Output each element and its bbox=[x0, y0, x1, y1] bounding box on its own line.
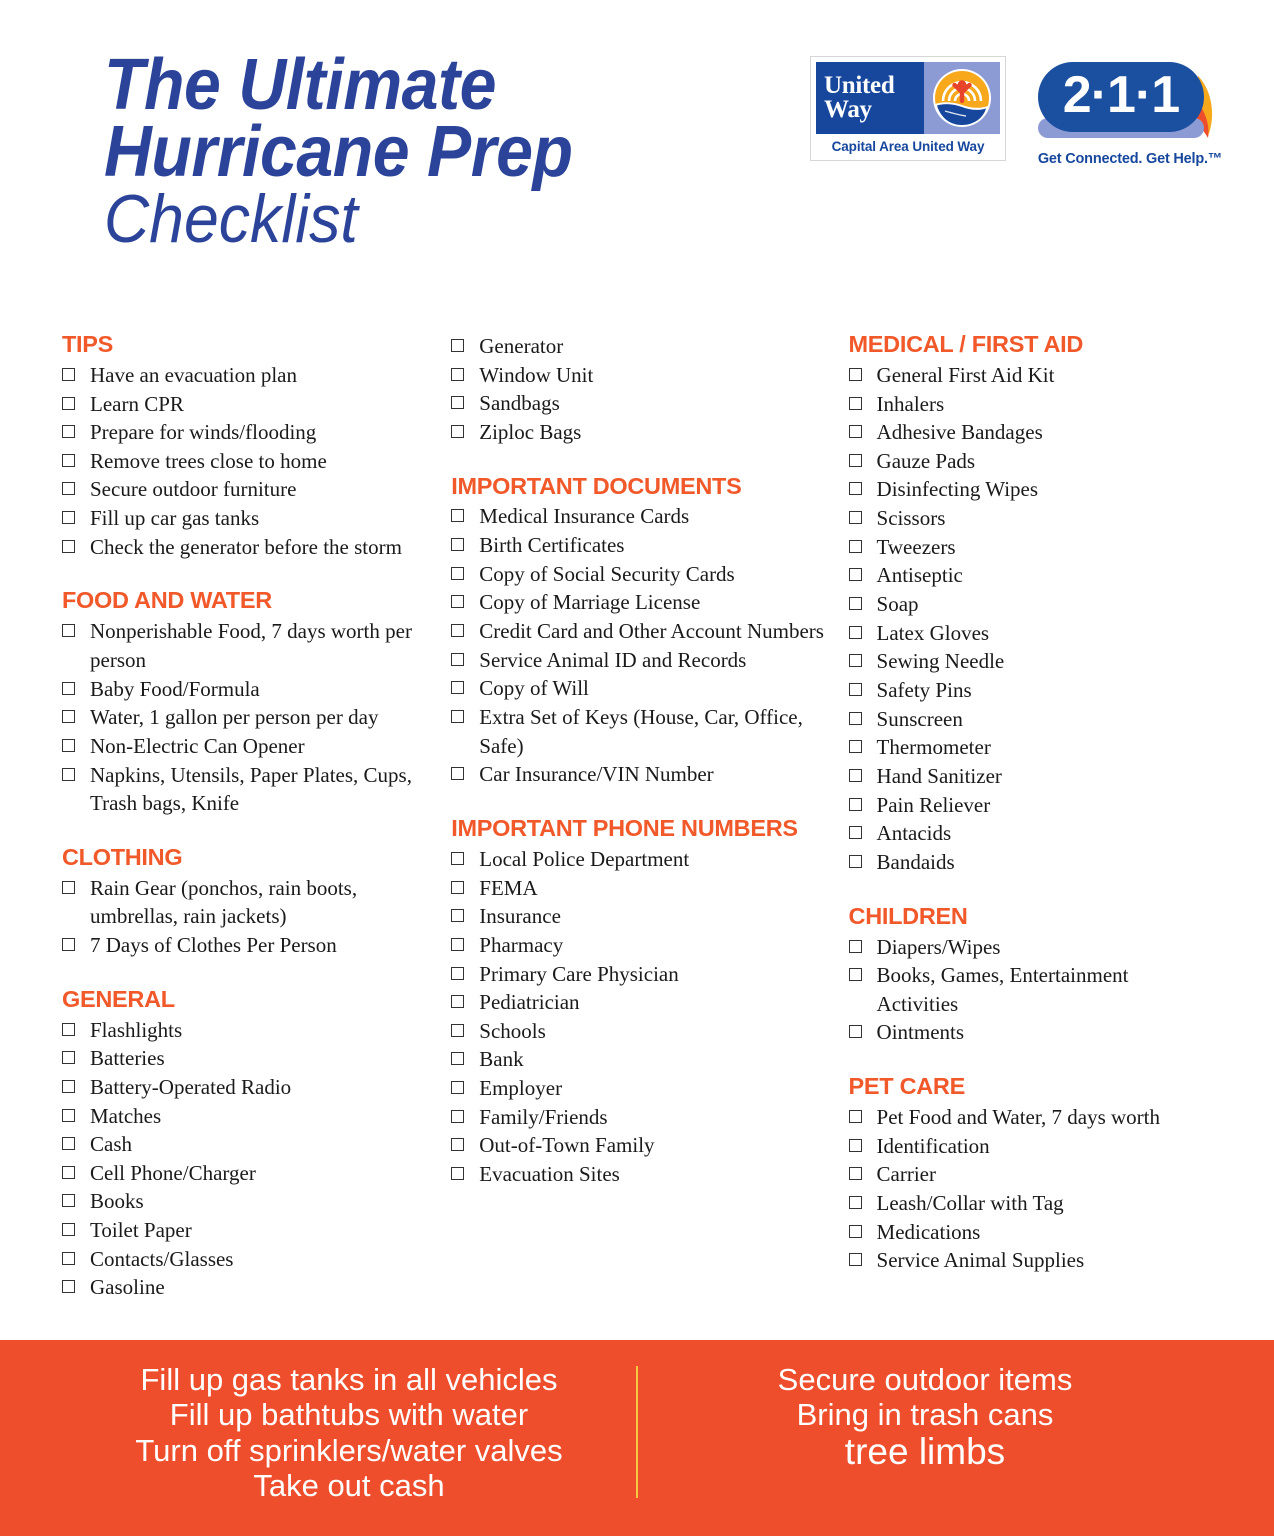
checklist-item[interactable] bbox=[849, 504, 1214, 533]
footer-line: Fill up gas tanks in all vehicles bbox=[140, 1362, 558, 1397]
checklist-item-label: Bank bbox=[479, 1047, 524, 1072]
checkbox-icon[interactable] bbox=[62, 1109, 75, 1122]
checkbox-icon[interactable] bbox=[62, 482, 75, 495]
checkbox-icon[interactable] bbox=[62, 540, 75, 553]
checkbox-icon[interactable] bbox=[849, 1253, 862, 1266]
checkbox-icon[interactable] bbox=[849, 626, 862, 639]
checklist-item-list bbox=[62, 1016, 435, 1303]
two-one-one-logo bbox=[1030, 56, 1230, 167]
checklist-item[interactable] bbox=[849, 762, 1214, 791]
checklist-item-label: Copy of Marriage License bbox=[479, 590, 701, 615]
checkbox-icon[interactable] bbox=[451, 710, 464, 723]
title-line-1: The Ultimate bbox=[104, 45, 496, 125]
checklist-item[interactable] bbox=[62, 361, 435, 390]
checklist-item[interactable] bbox=[62, 732, 435, 761]
checklist-item-label: Inhalers bbox=[876, 391, 945, 416]
checklist-item-label: Batteries bbox=[90, 1046, 165, 1071]
checklist-column-1 bbox=[62, 332, 451, 1329]
checkbox-icon[interactable] bbox=[451, 938, 464, 951]
checklist-item[interactable] bbox=[849, 933, 1214, 962]
checkbox-icon[interactable] bbox=[849, 1025, 862, 1038]
checklist-item-label: Copy of Social Security Cards bbox=[479, 561, 735, 586]
checklist-item-list bbox=[62, 361, 435, 562]
united-way-caption: Capital Area United Way bbox=[831, 139, 985, 154]
checklist-item-label: Leash/Collar with Tag bbox=[876, 1190, 1064, 1215]
footer-left-column bbox=[76, 1362, 636, 1503]
united-way-emblem-panel bbox=[924, 62, 1000, 134]
checkbox-icon[interactable] bbox=[451, 852, 464, 865]
logo-group bbox=[810, 56, 1230, 167]
checklist-item-label: Sewing Needle bbox=[876, 649, 1005, 674]
checklist-item[interactable] bbox=[62, 418, 435, 447]
united-way-logo-mark bbox=[816, 62, 1000, 134]
checklist-item-list bbox=[849, 1103, 1214, 1275]
checklist-item[interactable] bbox=[849, 418, 1214, 447]
checklist-item-label: Extra Set of Keys (House, Car, Office, Safe) bbox=[479, 705, 803, 758]
checklist-item-label: Napkins, Utensils, Paper Plates, Cups, Trash bags, Knife bbox=[90, 762, 412, 816]
checklist-item-label: Pediatrician bbox=[479, 990, 580, 1015]
checklist-item-label: Employer bbox=[479, 1076, 563, 1101]
checklist-item[interactable] bbox=[451, 502, 824, 531]
checkbox-icon[interactable] bbox=[849, 597, 862, 610]
checklist-item-label: Cash bbox=[90, 1132, 132, 1157]
checklist-item[interactable] bbox=[62, 1187, 435, 1216]
checklist-item-label: Remove trees close to home bbox=[90, 448, 327, 473]
checklist-section bbox=[62, 845, 435, 960]
section-heading: FOOD AND WATER bbox=[62, 587, 272, 614]
checkbox-icon[interactable] bbox=[62, 1051, 75, 1064]
checklist-item-label: Books bbox=[90, 1189, 144, 1214]
checklist-item[interactable] bbox=[451, 674, 824, 703]
footer-line-emphasis: tree limbs bbox=[844, 1430, 1006, 1472]
checklist-item[interactable] bbox=[849, 390, 1214, 419]
checkbox-icon[interactable] bbox=[451, 1052, 464, 1065]
footer-banner bbox=[0, 1340, 1274, 1536]
checklist-item[interactable] bbox=[849, 705, 1214, 734]
checkbox-icon[interactable] bbox=[849, 568, 862, 581]
checklist-item-label: Cell Phone/Charger bbox=[90, 1160, 256, 1185]
checklist-columns bbox=[0, 332, 1274, 1329]
checklist-item-label: Medications bbox=[876, 1219, 981, 1244]
checklist-item[interactable] bbox=[849, 619, 1214, 648]
checkbox-icon[interactable] bbox=[849, 482, 862, 495]
page-header bbox=[0, 0, 1274, 300]
checkbox-icon[interactable] bbox=[849, 855, 862, 868]
checklist-section bbox=[451, 816, 824, 1189]
checkbox-icon[interactable] bbox=[849, 769, 862, 782]
checklist-item-label: Contacts/Glasses bbox=[90, 1246, 234, 1271]
checklist-item-label: Pet Food and Water, 7 days worth bbox=[876, 1104, 1160, 1129]
checklist-item-label: Ointments bbox=[876, 1020, 965, 1045]
svg-text:2·1·1: 2·1·1 bbox=[1062, 66, 1180, 124]
checklist-item-label: Ziploc Bags bbox=[479, 419, 582, 444]
checklist-item-label: Soap bbox=[876, 592, 919, 617]
checklist-item-label: Identification bbox=[876, 1133, 990, 1158]
checkbox-icon[interactable] bbox=[849, 511, 862, 524]
checklist-item-label: Scissors bbox=[876, 506, 946, 531]
checklist-item-label: Latex Gloves bbox=[876, 620, 990, 645]
checklist-item[interactable] bbox=[451, 1160, 824, 1189]
checklist-item[interactable] bbox=[62, 1016, 435, 1045]
checklist-item-label: Medical Insurance Cards bbox=[479, 504, 690, 529]
checkbox-icon[interactable] bbox=[849, 540, 862, 553]
checklist-item[interactable] bbox=[62, 761, 435, 818]
checklist-item[interactable] bbox=[849, 1218, 1214, 1247]
section-heading: TIPS bbox=[62, 331, 114, 357]
united-way-word-united: United bbox=[824, 72, 895, 100]
checklist-item[interactable] bbox=[62, 533, 435, 562]
checkbox-icon[interactable] bbox=[62, 368, 75, 381]
checklist-item[interactable] bbox=[849, 791, 1214, 820]
checklist-item[interactable] bbox=[451, 646, 824, 675]
checklist-item[interactable] bbox=[451, 703, 824, 760]
checklist-item-label: Sunscreen bbox=[876, 706, 963, 731]
footer-line: Turn off sprinklers/water valves bbox=[135, 1432, 563, 1468]
checklist-item[interactable] bbox=[451, 988, 824, 1017]
checklist-item-label: Pharmacy bbox=[479, 932, 564, 957]
checklist-item-label: Service Animal Supplies bbox=[876, 1248, 1085, 1273]
checklist-item-label: Car Insurance/VIN Number bbox=[479, 762, 714, 787]
checklist-item-label: Secure outdoor furniture bbox=[90, 477, 297, 502]
section-heading: MEDICAL / FIRST AID bbox=[848, 331, 1084, 357]
page-title bbox=[104, 45, 613, 257]
checklist-item-label: Gauze Pads bbox=[876, 448, 976, 473]
checklist-item[interactable] bbox=[849, 475, 1214, 504]
checkbox-icon[interactable] bbox=[849, 1167, 862, 1180]
checkbox-icon[interactable] bbox=[849, 1225, 862, 1238]
checkbox-icon[interactable] bbox=[451, 509, 464, 522]
checkbox-icon[interactable] bbox=[451, 1138, 464, 1151]
checklist-item-list bbox=[451, 332, 824, 447]
checkbox-icon[interactable] bbox=[451, 967, 464, 980]
footer-line: Bring in trash cans bbox=[796, 1397, 1054, 1433]
footer-line: Take out cash bbox=[253, 1467, 445, 1503]
checklist-item[interactable] bbox=[62, 1044, 435, 1073]
checkbox-icon[interactable] bbox=[849, 1196, 862, 1209]
checklist-item[interactable] bbox=[451, 418, 824, 447]
checkbox-icon[interactable] bbox=[451, 1110, 464, 1123]
checklist-item[interactable] bbox=[451, 902, 824, 931]
checkbox-icon[interactable] bbox=[849, 940, 862, 953]
checklist-item[interactable] bbox=[849, 447, 1214, 476]
checklist-item-label: Prepare for winds/flooding bbox=[90, 420, 317, 445]
checkbox-icon[interactable] bbox=[451, 653, 464, 666]
checklist-item-label: Credit Card and Other Account Numbers bbox=[479, 619, 824, 644]
checklist-item[interactable] bbox=[849, 848, 1214, 877]
checklist-item-label: Battery-Operated Radio bbox=[90, 1074, 292, 1099]
checklist-column-3 bbox=[841, 332, 1230, 1329]
checklist-item[interactable] bbox=[451, 960, 824, 989]
checkbox-icon[interactable] bbox=[451, 909, 464, 922]
footer-line: Fill up bathtubs with water bbox=[169, 1397, 529, 1433]
checklist-item-label: Schools bbox=[479, 1018, 546, 1043]
section-heading: IMPORTANT PHONE NUMBERS bbox=[451, 815, 798, 842]
checklist-item[interactable] bbox=[62, 390, 435, 419]
checklist-item[interactable] bbox=[451, 1074, 824, 1103]
checklist-item[interactable] bbox=[849, 533, 1214, 562]
checklist-item[interactable] bbox=[62, 1273, 435, 1302]
checklist-item-label: Water, 1 gallon per person per day bbox=[90, 705, 379, 730]
section-heading: CLOTHING bbox=[62, 843, 183, 870]
checklist-section bbox=[451, 474, 824, 789]
checkbox-icon[interactable] bbox=[62, 454, 75, 467]
checklist-item-label: Safety Pins bbox=[876, 678, 972, 703]
checklist-item[interactable] bbox=[62, 1130, 435, 1159]
checklist-item-label: Have an evacuation plan bbox=[90, 362, 297, 387]
checklist-item[interactable] bbox=[849, 1132, 1214, 1161]
checklist-item-label: Antacids bbox=[876, 821, 952, 846]
checkbox-icon[interactable] bbox=[849, 826, 862, 839]
checklist-item-label: Rain Gear (ponchos, rain boots, umbrellas, rain jackets) bbox=[90, 875, 358, 929]
checklist-item[interactable] bbox=[62, 1159, 435, 1188]
checklist-item-label: Learn CPR bbox=[90, 391, 184, 416]
checklist-item-list bbox=[849, 361, 1214, 877]
checklist-item[interactable] bbox=[451, 560, 824, 589]
checklist-item[interactable] bbox=[451, 531, 824, 560]
checkbox-icon[interactable] bbox=[62, 1023, 75, 1036]
checklist-section bbox=[849, 904, 1214, 1047]
checklist-item-label: Toilet Paper bbox=[90, 1218, 192, 1243]
checkbox-icon[interactable] bbox=[451, 595, 464, 608]
section-heading: CHILDREN bbox=[848, 902, 968, 929]
checkbox-icon[interactable] bbox=[849, 454, 862, 467]
checklist-item-label: Bandaids bbox=[876, 850, 955, 874]
checklist-item[interactable] bbox=[451, 1131, 824, 1160]
checkbox-icon[interactable] bbox=[62, 624, 75, 637]
footer-right-column bbox=[638, 1362, 1198, 1471]
checklist-item-label: Diapers/Wipes bbox=[876, 934, 1001, 959]
checklist-item[interactable] bbox=[849, 819, 1214, 848]
two-one-one-caption: Get Connected. Get Help.™ bbox=[1037, 151, 1223, 167]
two-one-one-bubble bbox=[1030, 56, 1230, 150]
checklist-item-label: Copy of Will bbox=[479, 676, 589, 701]
checkbox-icon[interactable] bbox=[62, 511, 75, 524]
checkbox-icon[interactable] bbox=[62, 1137, 75, 1150]
checkbox-icon[interactable] bbox=[849, 798, 862, 811]
checklist-item-label: Disinfecting Wipes bbox=[876, 477, 1039, 502]
checkbox-icon[interactable] bbox=[451, 1167, 464, 1180]
checklist-item-label: Flashlights bbox=[90, 1017, 183, 1042]
checkbox-icon[interactable] bbox=[62, 1280, 75, 1293]
checkbox-icon[interactable] bbox=[62, 768, 75, 781]
checkbox-icon[interactable] bbox=[451, 567, 464, 580]
title-line-3: Checklist bbox=[104, 180, 358, 257]
checkbox-icon[interactable] bbox=[849, 968, 862, 981]
checkbox-icon[interactable] bbox=[451, 995, 464, 1008]
checkbox-icon[interactable] bbox=[849, 712, 862, 725]
checklist-item[interactable] bbox=[62, 703, 435, 732]
checklist-item-label: Baby Food/Formula bbox=[90, 676, 260, 701]
checklist-item[interactable] bbox=[849, 1246, 1214, 1275]
united-way-wordmark bbox=[816, 62, 924, 134]
checkbox-icon[interactable] bbox=[451, 538, 464, 551]
checkbox-icon[interactable] bbox=[62, 710, 75, 723]
checklist-item[interactable] bbox=[62, 931, 435, 960]
checkbox-icon[interactable] bbox=[62, 1252, 75, 1265]
checklist-item-label: Fill up car gas tanks bbox=[90, 506, 260, 531]
checklist-item-label: Window Unit bbox=[479, 362, 594, 387]
checkbox-icon[interactable] bbox=[62, 1223, 75, 1236]
checkbox-icon[interactable] bbox=[849, 740, 862, 753]
checklist-item-list bbox=[451, 845, 824, 1189]
checklist-item[interactable] bbox=[451, 760, 824, 789]
checkbox-icon[interactable] bbox=[849, 1110, 862, 1123]
checkbox-icon[interactable] bbox=[849, 654, 862, 667]
united-way-logo bbox=[810, 56, 1006, 161]
checklist-item-label: Check the generator before the storm bbox=[90, 534, 402, 559]
section-heading: GENERAL bbox=[62, 985, 175, 1012]
checklist-item[interactable] bbox=[62, 675, 435, 704]
checklist-item-label: Primary Care Physician bbox=[479, 961, 679, 986]
section-heading: PET CARE bbox=[848, 1073, 965, 1100]
checklist-item[interactable] bbox=[62, 1245, 435, 1274]
checkbox-icon[interactable] bbox=[849, 397, 862, 410]
checklist-item-label: Non-Electric Can Opener bbox=[90, 733, 305, 758]
checklist-item-label: Carrier bbox=[876, 1162, 936, 1187]
checklist-item[interactable] bbox=[849, 733, 1214, 762]
checklist-item[interactable] bbox=[451, 845, 824, 874]
checklist-item-list bbox=[62, 617, 435, 818]
checklist-item[interactable] bbox=[62, 1073, 435, 1102]
checkbox-icon[interactable] bbox=[62, 938, 75, 951]
checklist-item[interactable] bbox=[62, 1102, 435, 1131]
checklist-item-label: Family/Friends bbox=[479, 1104, 608, 1129]
checklist-item[interactable] bbox=[849, 590, 1214, 619]
section-heading: IMPORTANT DOCUMENTS bbox=[451, 472, 742, 499]
checklist-item[interactable] bbox=[62, 504, 435, 533]
checklist-item[interactable] bbox=[849, 676, 1214, 705]
checklist-item-label: Hand Sanitizer bbox=[876, 764, 1002, 789]
checklist-item-label: Evacuation Sites bbox=[479, 1162, 620, 1187]
checklist-item[interactable] bbox=[62, 874, 435, 931]
checkbox-icon[interactable] bbox=[62, 881, 75, 894]
checklist-item-label: Out-of-Town Family bbox=[479, 1133, 655, 1158]
united-way-hand-rainbow-person-icon bbox=[932, 68, 992, 128]
checklist-item-list bbox=[451, 502, 824, 789]
checkbox-icon[interactable] bbox=[451, 881, 464, 894]
checkbox-icon[interactable] bbox=[62, 397, 75, 410]
checklist-column-2 bbox=[451, 332, 840, 1329]
checkbox-icon[interactable] bbox=[451, 624, 464, 637]
checklist-section bbox=[849, 332, 1214, 877]
checklist-item[interactable] bbox=[62, 617, 435, 674]
checklist-item[interactable] bbox=[849, 561, 1214, 590]
checklist-section bbox=[451, 332, 824, 447]
checklist-item-label: Tweezers bbox=[876, 534, 956, 559]
checklist-item-label: Generator bbox=[479, 334, 564, 358]
checklist-item-list bbox=[62, 874, 435, 960]
checklist-item-label: Service Animal ID and Records bbox=[479, 647, 747, 672]
checklist-item[interactable] bbox=[849, 1160, 1214, 1189]
checklist-item[interactable] bbox=[849, 647, 1214, 676]
checklist-item-label: Nonperishable Food, 7 days worth per person bbox=[90, 619, 412, 672]
checkbox-icon[interactable] bbox=[62, 1166, 75, 1179]
checklist-section bbox=[62, 588, 435, 817]
checklist-item-label: General First Aid Kit bbox=[876, 362, 1055, 387]
checklist-item[interactable] bbox=[451, 931, 824, 960]
checkbox-icon[interactable] bbox=[451, 396, 464, 409]
checkbox-icon[interactable] bbox=[451, 767, 464, 780]
checklist-item-label: FEMA bbox=[479, 875, 538, 900]
checklist-item[interactable] bbox=[451, 1017, 824, 1046]
checkbox-icon[interactable] bbox=[849, 1139, 862, 1152]
checklist-item[interactable] bbox=[451, 874, 824, 903]
checklist-item[interactable] bbox=[451, 1045, 824, 1074]
checkbox-icon[interactable] bbox=[849, 425, 862, 438]
checklist-item-label: Pain Reliever bbox=[876, 792, 991, 817]
united-way-word-way: Way bbox=[824, 96, 872, 123]
checklist-item[interactable] bbox=[849, 1103, 1214, 1132]
checkbox-icon[interactable] bbox=[849, 368, 862, 381]
title-line-2: Hurricane Prep bbox=[104, 111, 573, 192]
checklist-item-label: Sandbags bbox=[479, 391, 560, 416]
checklist-item-label: Books, Games, Entertainment Activities bbox=[876, 963, 1129, 1016]
checkbox-icon[interactable] bbox=[62, 425, 75, 438]
checklist-item[interactable] bbox=[849, 1189, 1214, 1218]
checklist-item-label: Gasoline bbox=[90, 1275, 165, 1300]
checklist-item[interactable] bbox=[451, 588, 824, 617]
checkbox-icon[interactable] bbox=[451, 339, 464, 352]
speech-bubble-icon bbox=[1030, 56, 1230, 150]
checklist-item[interactable] bbox=[849, 1018, 1214, 1047]
checkbox-icon[interactable] bbox=[62, 1080, 75, 1093]
checklist-item-label: Matches bbox=[90, 1103, 162, 1128]
checklist-item[interactable] bbox=[62, 1216, 435, 1245]
checkbox-icon[interactable] bbox=[62, 682, 75, 695]
checkbox-icon[interactable] bbox=[62, 1194, 75, 1207]
checklist-item[interactable] bbox=[62, 475, 435, 504]
checkbox-icon[interactable] bbox=[451, 368, 464, 381]
checklist-item[interactable] bbox=[451, 389, 824, 418]
checkbox-icon[interactable] bbox=[849, 683, 862, 696]
checklist-item[interactable] bbox=[451, 617, 824, 646]
checklist-item[interactable] bbox=[849, 961, 1214, 1018]
checklist-item-list bbox=[849, 933, 1214, 1048]
checkbox-icon[interactable] bbox=[451, 1024, 464, 1037]
checklist-section bbox=[62, 332, 435, 561]
checklist-section bbox=[62, 987, 435, 1302]
checkbox-icon[interactable] bbox=[451, 681, 464, 694]
checklist-item-label: Local Police Department bbox=[479, 846, 690, 871]
checklist-section bbox=[849, 1074, 1214, 1275]
checklist-item-label: Antiseptic bbox=[876, 563, 963, 588]
checklist-item-label: Adhesive Bandages bbox=[876, 420, 1043, 445]
checklist-item[interactable] bbox=[451, 1103, 824, 1132]
checkbox-icon[interactable] bbox=[62, 739, 75, 752]
checklist-item-label: Thermometer bbox=[876, 735, 991, 760]
checklist-item-label: Birth Certificates bbox=[479, 533, 625, 558]
checklist-item[interactable] bbox=[62, 447, 435, 476]
checklist-item[interactable] bbox=[451, 332, 824, 361]
checklist-item[interactable] bbox=[451, 361, 824, 390]
checkbox-icon[interactable] bbox=[451, 425, 464, 438]
checklist-item-label: 7 Days of Clothes Per Person bbox=[90, 933, 337, 958]
checklist-item[interactable] bbox=[849, 361, 1214, 390]
checklist-item-label: Insurance bbox=[479, 904, 561, 929]
footer-line: Secure outdoor items bbox=[777, 1362, 1073, 1397]
checkbox-icon[interactable] bbox=[451, 1081, 464, 1094]
